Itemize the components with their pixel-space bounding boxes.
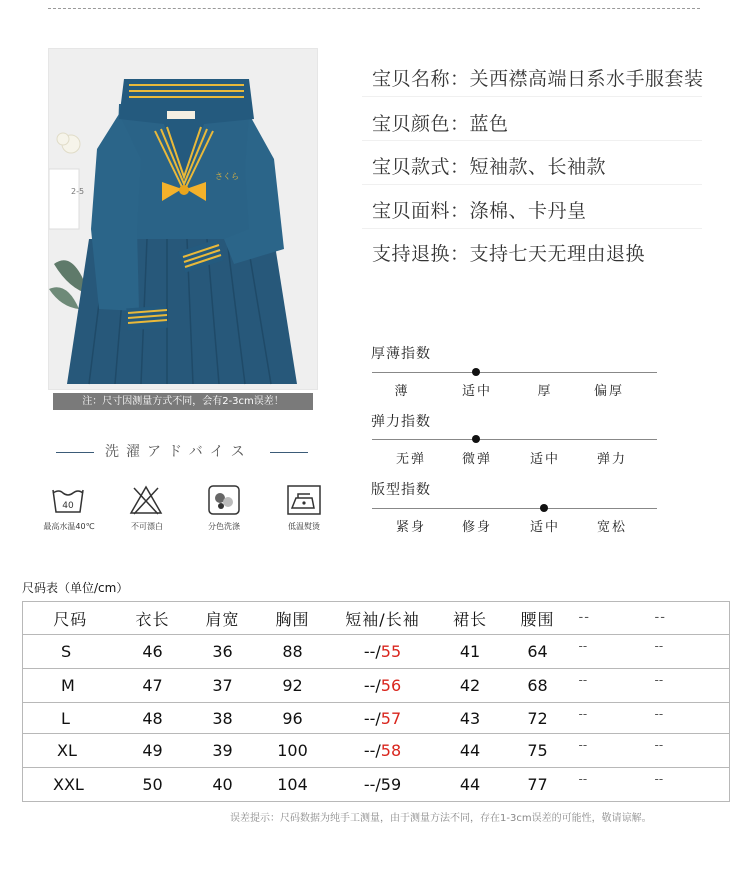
index-title-fit: 版型指数 [371, 482, 431, 498]
table-cell: 64 [503, 635, 573, 669]
index-option: 弹力 [596, 452, 628, 467]
table-row [23, 734, 730, 768]
table-cell: -- [573, 703, 649, 734]
sleeve-short-value: --/ [363, 642, 381, 661]
sleeve-short-value: --/ [363, 708, 381, 728]
index-option: 宽松 [596, 520, 628, 535]
info-value: 涤棉、卡丹皇 [469, 200, 587, 222]
header-cell: -- [573, 602, 649, 635]
separate-wash-icon [206, 484, 242, 516]
header-cell: 胸围 [258, 602, 328, 635]
table-cell: 37 [188, 669, 258, 703]
index-option: 适中 [529, 452, 561, 467]
index-marker-thickness [472, 368, 480, 376]
index-title-thickness: 厚薄指数 [371, 346, 431, 362]
info-divider [362, 96, 702, 97]
info-value: 蓝色 [469, 113, 509, 135]
sleeve-short-value: --/ [363, 741, 381, 760]
card-text: 2-5 [71, 187, 85, 196]
info-divider [362, 228, 702, 229]
header-cell: 肩宽 [188, 602, 258, 635]
header-cell: 短袖/长袖 [328, 602, 438, 635]
info-color: 宝贝颜色：蓝色 [372, 113, 509, 135]
index-option: 修身 [461, 520, 493, 535]
index-option: 适中 [529, 520, 561, 535]
info-label: 宝贝款式 [372, 156, 451, 178]
index-scale-fit [372, 508, 657, 509]
sleeve-long-value: 59 [380, 775, 402, 794]
table-cell: 50 [118, 768, 188, 802]
size-label-cell: L [23, 703, 118, 734]
svg-text:40: 40 [62, 501, 74, 511]
index-scale-elasticity [372, 439, 657, 440]
sleeve-cell [328, 669, 438, 703]
table-cell: 104 [258, 768, 328, 802]
svg-text:さくら: さくら [215, 172, 239, 181]
top-divider [48, 8, 700, 9]
info-value: 支持七天无理由退换 [469, 243, 646, 265]
table-cell: 48 [118, 703, 188, 734]
index-marker-elasticity [472, 435, 480, 443]
size-table-title: 尺码表（单位/cm） [22, 581, 129, 595]
wash-divider-left [56, 452, 94, 453]
size-label-cell: XXL [23, 768, 118, 802]
sleeve-short-value: --/ [363, 775, 381, 794]
photo-caption: 注：尺寸因测量方式不同，会有2-3cm误差！ [53, 393, 313, 410]
info-label: 宝贝名称 [372, 68, 451, 90]
table-cell: 88 [258, 635, 328, 669]
table-row [23, 768, 730, 802]
index-marker-fit [540, 504, 548, 512]
info-name: 宝贝名称：关西襟高端日系水手服套装 [372, 68, 704, 90]
table-cell: -- [573, 669, 649, 703]
table-cell: -- [649, 734, 730, 768]
wash-label: 分色洗涤 [208, 522, 240, 531]
table-row [23, 703, 730, 734]
size-label-cell: XL [23, 734, 118, 768]
wash-title: 洗濯アドバイス [105, 444, 252, 460]
info-label: 宝贝面料 [372, 200, 451, 222]
table-row [23, 669, 730, 703]
size-label-cell: M [23, 669, 118, 703]
table-cell: -- [649, 768, 730, 802]
table-cell: 68 [503, 669, 573, 703]
index-title-elasticity: 弹力指数 [371, 414, 431, 430]
table-cell: -- [573, 635, 649, 669]
sleeve-long-value: 55 [380, 642, 402, 661]
sleeve-cell [328, 734, 438, 768]
table-cell: 44 [438, 768, 503, 802]
table-cell: -- [573, 768, 649, 802]
table-cell: 72 [503, 703, 573, 734]
table-cell: 100 [258, 734, 328, 768]
wash-label: 不可漂白 [131, 522, 163, 531]
sleeve-cell [328, 768, 438, 802]
table-cell: 43 [438, 703, 503, 734]
sleeve-long-value: 56 [380, 676, 402, 695]
table-cell: 96 [258, 703, 328, 734]
table-cell: 38 [188, 703, 258, 734]
index-option: 无弹 [395, 452, 427, 467]
table-cell: 36 [188, 635, 258, 669]
info-divider [362, 184, 702, 185]
no-bleach-icon [128, 484, 164, 516]
table-cell: 75 [503, 734, 573, 768]
table-cell: -- [573, 734, 649, 768]
header-cell: 腰围 [503, 602, 573, 635]
table-cell: 49 [118, 734, 188, 768]
sailor-uniform-illustration [49, 49, 318, 390]
wash-label: 最高水温40℃ [43, 522, 95, 531]
info-label: 宝贝颜色 [372, 113, 451, 135]
table-cell: -- [649, 703, 730, 734]
table-cell: 41 [438, 635, 503, 669]
table-header-row [23, 602, 730, 635]
table-cell: 47 [118, 669, 188, 703]
info-value: 短袖款、长袖款 [469, 156, 607, 178]
header-cell: 尺码 [23, 602, 118, 635]
table-cell: -- [649, 669, 730, 703]
info-return: 支持退换：支持七天无理由退换 [372, 243, 646, 265]
table-cell: 77 [503, 768, 573, 802]
header-cell: -- [649, 602, 730, 635]
sleeve-short-value: --/ [363, 676, 381, 695]
low-iron-icon [286, 484, 322, 516]
size-table [22, 601, 730, 802]
product-photo [48, 48, 318, 390]
info-fabric: 宝贝面料：涤棉、卡丹皇 [372, 200, 587, 222]
sleeve-long-value: 57 [380, 708, 402, 728]
index-option: 薄 [394, 384, 410, 399]
table-cell: 42 [438, 669, 503, 703]
wash-label: 低温熨烫 [288, 522, 320, 531]
index-option: 厚 [537, 384, 553, 399]
info-divider [362, 140, 702, 141]
header-cell: 衣长 [118, 602, 188, 635]
info-style: 宝贝款式：短袖款、长袖款 [372, 156, 607, 178]
sleeve-long-value: 58 [380, 741, 402, 760]
wash-40-icon [50, 484, 86, 516]
table-cell: 39 [188, 734, 258, 768]
table-cell: 40 [188, 768, 258, 802]
index-option: 偏厚 [593, 384, 625, 399]
header-cell: 裙长 [438, 602, 503, 635]
table-cell: 44 [438, 734, 503, 768]
info-value: 关西襟高端日系水手服套装 [469, 68, 704, 90]
sleeve-cell [328, 635, 438, 669]
index-option: 微弹 [461, 452, 493, 467]
table-row [23, 635, 730, 669]
sleeve-cell [328, 703, 438, 734]
size-label-cell: S [23, 635, 118, 669]
size-footnote: 误差提示：尺码数据为纯手工测量，由于测量方法不同，存在1-3cm误差的可能性，敬请谅解。 [230, 813, 652, 824]
table-cell: 92 [258, 669, 328, 703]
index-option: 适中 [461, 384, 493, 399]
index-scale-thickness [372, 372, 657, 373]
wash-divider-right [270, 452, 308, 453]
info-label: 支持退换 [372, 243, 451, 265]
table-cell: 46 [118, 635, 188, 669]
table-cell: -- [649, 635, 730, 669]
index-option: 紧身 [395, 520, 427, 535]
